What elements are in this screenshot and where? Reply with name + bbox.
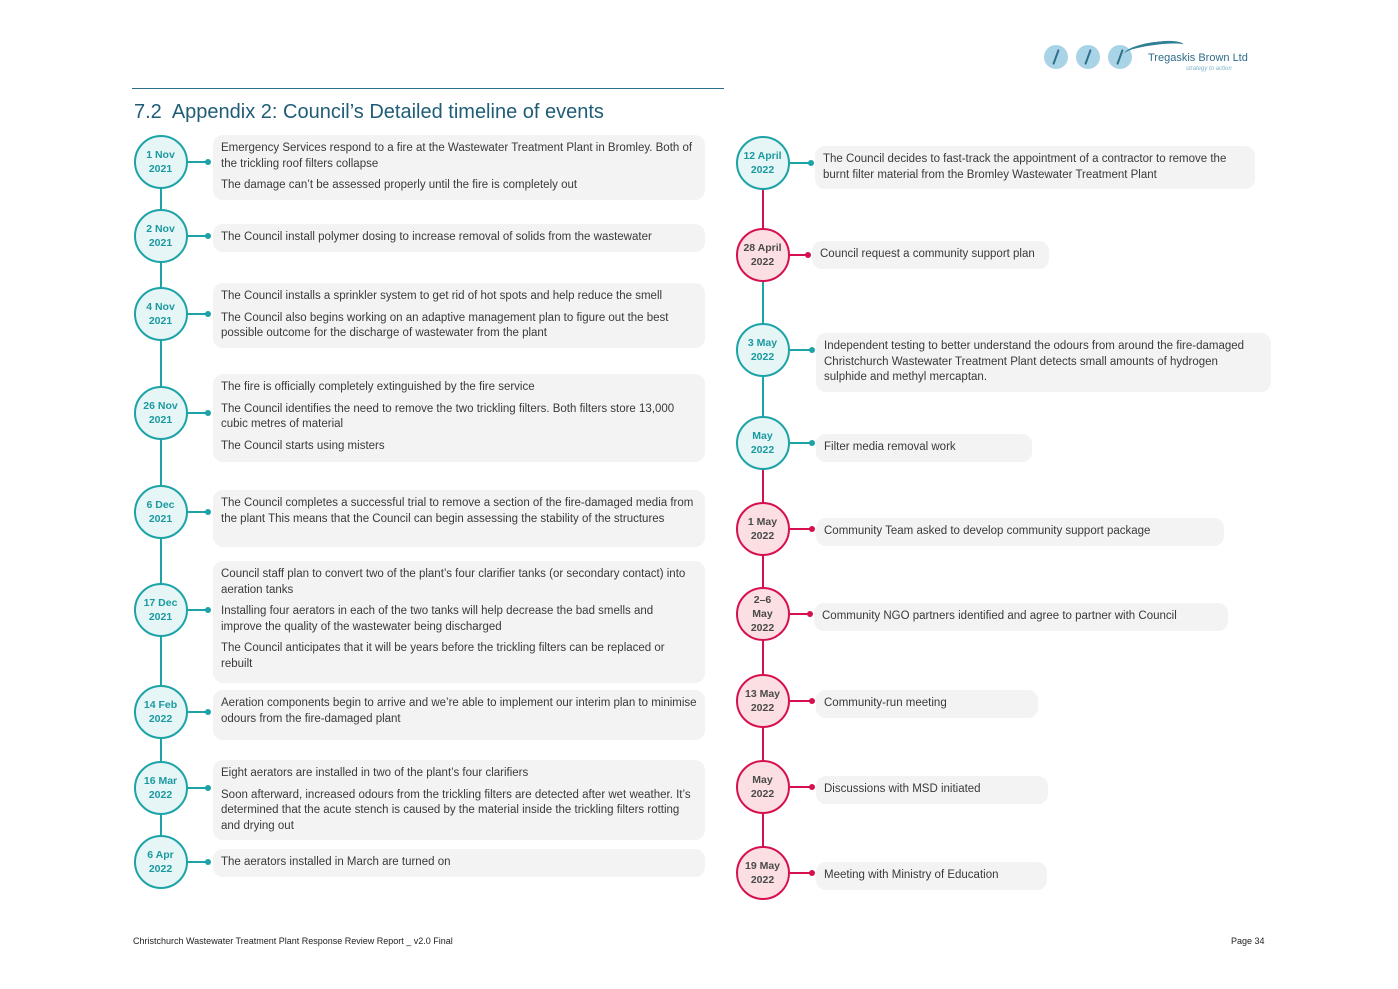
timeline-date-text: 28 April bbox=[743, 241, 782, 254]
timeline-pointer-dot bbox=[809, 440, 815, 446]
timeline-event-box bbox=[213, 224, 705, 252]
timeline-pointer-dot bbox=[809, 784, 815, 790]
footer-report-title: Christchurch Wastewater Treatment Plant Response Review Report _ v2.0 Final bbox=[133, 936, 453, 946]
timeline-date-text: 2021 bbox=[148, 610, 173, 623]
timeline-date-text: 2022 bbox=[750, 873, 775, 886]
timeline-date-node bbox=[134, 135, 188, 189]
timeline-event-text: Independent testing to better understand the odours from around the fire-damaged Christchurch Wastewater Treatment Plant detects small amounts of hydrogen sulphide and methyl mercaptan. bbox=[824, 340, 1245, 383]
timeline-event-text: The Council decides to fast-track the appointment of a contractor to remove the burnt filter material from the Bromley Wastewater Treatment Plant bbox=[823, 153, 1227, 181]
timeline-pointer-dot bbox=[205, 410, 211, 416]
company-logo bbox=[1040, 40, 1250, 80]
timeline-event-text: The Council also begins working on an adaptive management plan to figure out the best possible outcome for the discharge of wastewater from the plant bbox=[221, 311, 669, 339]
footer-page-number: Page 34 bbox=[1231, 936, 1265, 946]
timeline-date-node bbox=[134, 287, 188, 341]
timeline-date-node bbox=[736, 760, 790, 814]
timeline-event-text: Installing four aerators in each of the two tanks will help decrease the bad smells and improve the quality of the wastewater being discharged bbox=[221, 605, 654, 633]
timeline-event-text: Council staff plan to convert two of the plant’s four clarifier tanks (or secondary contact) into aeration tanks bbox=[221, 568, 686, 596]
timeline-date-node bbox=[134, 835, 188, 889]
timeline-pointer-dot bbox=[808, 160, 814, 166]
timeline-date-text: 2021 bbox=[148, 413, 173, 426]
timeline-date-text: 2022 bbox=[750, 787, 775, 800]
timeline-date-text: 14 Feb bbox=[143, 698, 178, 711]
timeline-pointer-dot bbox=[205, 859, 211, 865]
timeline-pointer-dot bbox=[809, 698, 815, 704]
timeline-event-box bbox=[213, 135, 705, 200]
timeline-event-text: The Council anticipates that it will be years before the trickling filters can be replaced or rebuilt bbox=[221, 642, 665, 670]
timeline-event-box bbox=[213, 561, 705, 683]
timeline-date-node bbox=[134, 685, 188, 739]
timeline-date-node bbox=[134, 386, 188, 440]
timeline-event-text: The fire is officially completely extinguished by the fire service bbox=[221, 381, 535, 393]
timeline-event-box bbox=[213, 849, 705, 877]
timeline-date-node bbox=[736, 846, 790, 900]
timeline-event-box bbox=[816, 333, 1271, 392]
timeline-date-text: 1 May bbox=[747, 515, 778, 528]
timeline-event-text: Discussions with MSD initiated bbox=[824, 783, 981, 795]
timeline-pointer-dot bbox=[205, 607, 211, 613]
timeline-pointer-dot bbox=[205, 709, 211, 715]
timeline-event-text: Aeration components begin to arrive and we’re able to implement our interim plan to minimise odours from the fire-damaged plant bbox=[221, 697, 697, 725]
timeline-date-text: 2022 bbox=[750, 701, 775, 714]
logo-brand-name: Tregaskis Brown Ltd bbox=[1148, 52, 1248, 64]
timeline-date-text: 2022 bbox=[750, 529, 775, 542]
timeline-pointer-dot bbox=[809, 526, 815, 532]
timeline-event-box bbox=[815, 146, 1255, 189]
timeline-date-node bbox=[736, 416, 790, 470]
timeline-date-text: 4 Nov bbox=[146, 300, 175, 313]
header-divider bbox=[132, 88, 724, 89]
timeline-event-box bbox=[213, 760, 705, 840]
timeline-pointer-dot bbox=[205, 233, 211, 239]
timeline-date-node bbox=[736, 502, 790, 556]
timeline-pointer-dot bbox=[205, 509, 211, 515]
timeline-pointer-dot bbox=[205, 785, 211, 791]
timeline-pointer-dot bbox=[807, 611, 813, 617]
timeline-event-text: Community Team asked to develop community support package bbox=[824, 525, 1151, 537]
timeline-date-text: 2022 bbox=[148, 712, 173, 725]
section-heading: Appendix 2: Council’s Detailed timeline of events bbox=[171, 101, 604, 123]
timeline-event-box bbox=[816, 690, 1038, 718]
timeline-date-node bbox=[736, 587, 790, 641]
timeline-date-text: 3 May bbox=[747, 336, 778, 349]
timeline-date-text: 2022 bbox=[148, 862, 173, 875]
timeline-event-text: Council request a community support plan bbox=[820, 248, 1035, 260]
timeline-event-text: The Council installs a sprinkler system to get rid of hot spots and help reduce the smell bbox=[221, 290, 663, 302]
timeline-event-box bbox=[816, 776, 1048, 804]
timeline-date-text: May bbox=[752, 607, 773, 620]
timeline-event-box bbox=[213, 283, 705, 348]
timeline-event-text: Meeting with Ministry of Education bbox=[824, 869, 999, 881]
timeline-date-text: 1 Nov bbox=[146, 148, 175, 161]
logo-drop-icon bbox=[1044, 45, 1068, 69]
timeline-date-text: 2022 bbox=[750, 350, 775, 363]
timeline-pointer-dot bbox=[809, 347, 815, 353]
timeline-event-box bbox=[816, 434, 1032, 462]
timeline-pointer-dot bbox=[205, 311, 211, 317]
timeline-event-box bbox=[816, 518, 1224, 546]
timeline-date-text: 2 Nov bbox=[146, 222, 175, 235]
timeline-date-text: 19 May bbox=[744, 859, 781, 872]
section-number: 7.2 bbox=[134, 101, 162, 123]
timeline-event-box bbox=[814, 603, 1228, 631]
section-title bbox=[134, 101, 604, 124]
timeline-pointer-dot bbox=[805, 252, 811, 258]
timeline-event-text: Filter media removal work bbox=[824, 441, 956, 453]
timeline-date-text: 13 May bbox=[744, 687, 781, 700]
timeline-event-text: The aerators installed in March are turned on bbox=[221, 856, 451, 868]
timeline-date-text: 2021 bbox=[148, 512, 173, 525]
timeline-date-node bbox=[736, 674, 790, 728]
logo-leaf-icon bbox=[1076, 45, 1100, 69]
logo-tagline: strategy to action bbox=[1186, 66, 1232, 72]
timeline-date-node bbox=[134, 209, 188, 263]
timeline-event-text: Soon afterward, increased odours from the trickling filters are detected after wet weather. It’s determined that the acute stench is caused by the material inside the trickling filters rotting and drying out bbox=[221, 788, 691, 832]
timeline-date-text: 17 Dec bbox=[143, 596, 178, 609]
timeline-pointer-dot bbox=[205, 159, 211, 165]
timeline-date-text: May bbox=[752, 429, 773, 442]
timeline-event-box bbox=[213, 690, 705, 740]
timeline-date-text: 2022 bbox=[750, 621, 775, 634]
timeline-date-text: 2021 bbox=[148, 162, 173, 175]
timeline-date-text: 16 Mar bbox=[143, 774, 178, 787]
timeline-date-text: 2–6 bbox=[753, 593, 772, 606]
timeline-event-text: Eight aerators are installed in two of the plant’s four clarifiers bbox=[221, 767, 529, 779]
timeline-event-text: The damage can’t be assessed properly until the fire is completely out bbox=[221, 179, 578, 191]
timeline-event-text: The Council starts using misters bbox=[221, 439, 385, 452]
timeline-date-text: 6 Apr bbox=[147, 848, 174, 861]
timeline-date-text: 2022 bbox=[750, 255, 775, 268]
timeline-event-text: The Council identifies the need to remove the two trickling filters. Both filters store 13,000 cubic metres of material bbox=[221, 402, 675, 430]
timeline-date-node bbox=[736, 323, 790, 377]
timeline-date-text: 12 April bbox=[743, 149, 782, 162]
timeline-event-box bbox=[816, 862, 1047, 890]
timeline-date-text: 26 Nov bbox=[143, 399, 178, 412]
timeline-date-node bbox=[134, 761, 188, 815]
timeline-event-box bbox=[213, 374, 705, 462]
timeline-date-text: 2021 bbox=[148, 236, 173, 249]
timeline-date-node bbox=[134, 485, 188, 539]
timeline-event-text: Emergency Services respond to a fire at the Wastewater Treatment Plant in Bromley. Both of the trickling roof filters collapse bbox=[221, 142, 693, 170]
timeline-date-text: May bbox=[752, 773, 773, 786]
timeline-date-node bbox=[736, 136, 790, 190]
timeline-date-node bbox=[134, 583, 188, 637]
timeline-event-text: The Council completes a successful trial to remove a section of the fire-damaged media from the plant This means that the Council can begin assessing the stability of the structures bbox=[221, 497, 694, 525]
timeline-date-text: 2021 bbox=[148, 314, 173, 327]
timeline-event-text: The Council install polymer dosing to increase removal of solids from the wastewater bbox=[221, 231, 652, 243]
timeline-event-box bbox=[213, 490, 705, 547]
timeline-date-text: 2022 bbox=[750, 163, 775, 176]
timeline-event-text: Community-run meeting bbox=[824, 697, 947, 709]
timeline-date-text: 2022 bbox=[148, 788, 173, 801]
timeline-event-text: Community NGO partners identified and agree to partner with Council bbox=[822, 610, 1177, 622]
timeline-date-node bbox=[736, 228, 790, 282]
timeline-date-text: 2022 bbox=[750, 443, 775, 456]
timeline-event-box bbox=[812, 241, 1049, 269]
timeline-pointer-dot bbox=[809, 870, 815, 876]
timeline-date-text: 6 Dec bbox=[146, 498, 175, 511]
